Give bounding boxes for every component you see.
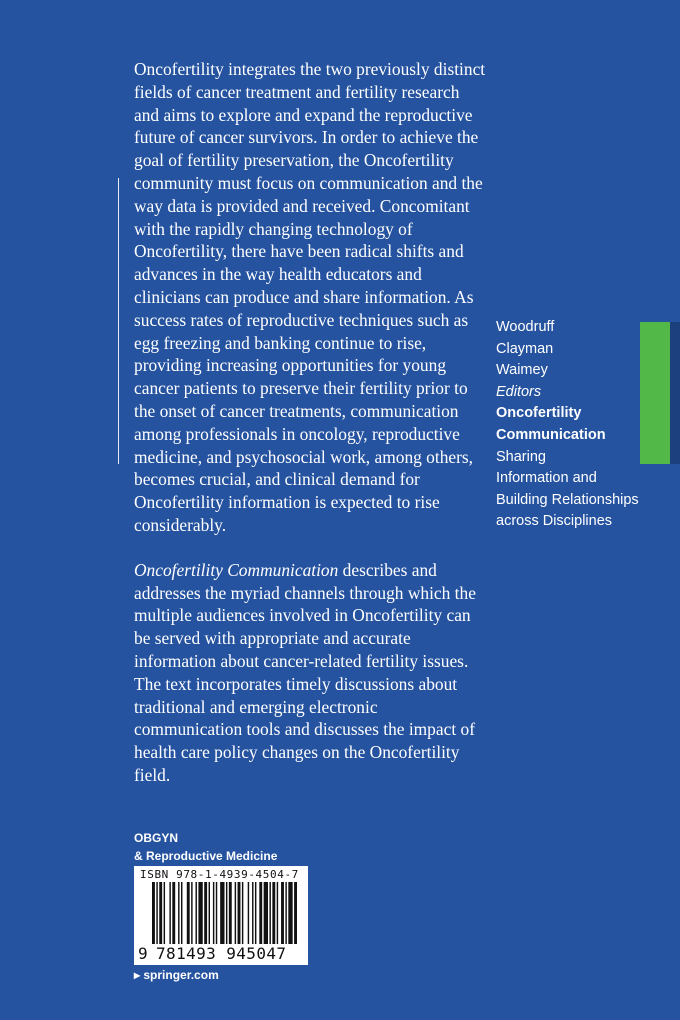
arrow-icon: ▸	[134, 968, 141, 982]
barcode-bar	[281, 882, 284, 944]
barcode-bar	[172, 882, 175, 944]
subject-line: & Reproductive Medicine	[134, 849, 278, 863]
barcode-digits-rest: 781493 945047	[156, 944, 287, 963]
publisher-url[interactable]	[134, 968, 219, 982]
barcode-bar	[156, 882, 157, 944]
barcode-bar	[204, 882, 207, 944]
barcode-bar	[152, 882, 155, 944]
barcode-bar	[198, 882, 202, 944]
subject-line: OBGYN	[134, 831, 179, 845]
barcode-bar	[196, 882, 197, 944]
green-accent-bar	[640, 322, 670, 464]
barcode-bar	[238, 882, 241, 944]
barcode-bar	[169, 882, 170, 944]
back-cover-description	[134, 58, 486, 787]
book-subtitle-line: across Disciplines	[496, 513, 613, 530]
barcode-bar	[269, 882, 270, 944]
barcode-bar	[255, 882, 256, 944]
barcode-digit-first: 9	[138, 944, 148, 963]
barcode-bar	[226, 882, 227, 944]
barcode-bar	[187, 882, 190, 944]
isbn-label: ISBN 978-1-4939-4504-7	[140, 868, 299, 881]
editors-label: Editors	[496, 383, 542, 400]
book-title-italic: Oncofertility Communication	[134, 559, 339, 580]
barcode-bar	[242, 882, 243, 944]
editor-name: Clayman	[496, 340, 554, 357]
description-paragraph-1: Oncofertility integrates the two previously distinct fields of cancer treatment and fertility research and aims to explore and expand the reproductive future of cancer survivors. In order to achieve the goal of fertility preservation, the Oncofertility community must focus on communication and the way data is provided and received. Concomitant with the rapidly changing technology of Oncofertility, there have been radical shifts and advances in the way health educators and clinicians can produce and share information. As success rates of reproductive techniques such as egg freezing and banking continue to rise, providing increasing opportunities for young cancer patients to preserve their fertility prior to the onset of cancer treatments, communication among professionals in oncology, reproductive medicine, and psychosocial work, among others, becomes crucial, and clinical demand for Oncofertility information is expected to rise considerably.	[134, 59, 486, 535]
barcode-bar	[209, 882, 210, 944]
barcode-bar	[264, 882, 268, 944]
barcode-bar	[248, 882, 249, 944]
subject-category	[134, 829, 277, 865]
editor-name: Woodruff	[496, 319, 555, 335]
book-subtitle-line: Building Relationships	[496, 491, 639, 508]
barcode-bar	[288, 882, 292, 944]
barcode-bar	[277, 882, 278, 944]
description-paragraph-2	[134, 559, 486, 787]
barcode-bar	[191, 882, 192, 944]
barcode-bar	[229, 882, 232, 944]
spine-edge	[670, 322, 680, 464]
barcode-bar	[252, 882, 253, 944]
vertical-rule	[118, 178, 119, 464]
barcode-bar	[272, 882, 275, 944]
book-title-line: Oncofertility	[496, 405, 582, 422]
barcode-bar	[294, 882, 297, 944]
barcode-block	[134, 866, 308, 965]
barcode-bar	[159, 882, 162, 944]
book-title-line: Communication	[496, 426, 606, 443]
barcode-bar	[178, 882, 179, 944]
barcode-bar	[213, 882, 214, 944]
barcode-bar	[235, 882, 236, 944]
publisher-site: springer.com	[143, 968, 219, 982]
barcode-bar	[259, 882, 262, 944]
editor-name: Waimey	[496, 362, 548, 379]
barcode-bar	[285, 882, 286, 944]
book-subtitle-line: Information and	[496, 470, 597, 487]
barcode-bar	[216, 882, 217, 944]
book-subtitle-line: Sharing	[496, 448, 546, 465]
barcode-bar	[181, 882, 182, 944]
barcode-bar	[164, 882, 165, 944]
description-paragraph-2-text: describes and addresses the myriad channels through which the multiple audiences involved in Oncofertility can be served with appropriate and accurate information about cancer-related fertility issues. The text incorporates timely discussions about traditional and emerging electronic communication tools and discusses the impact of health care policy changes on the Oncofertility field.	[134, 559, 476, 785]
barcode-bar	[220, 882, 224, 944]
